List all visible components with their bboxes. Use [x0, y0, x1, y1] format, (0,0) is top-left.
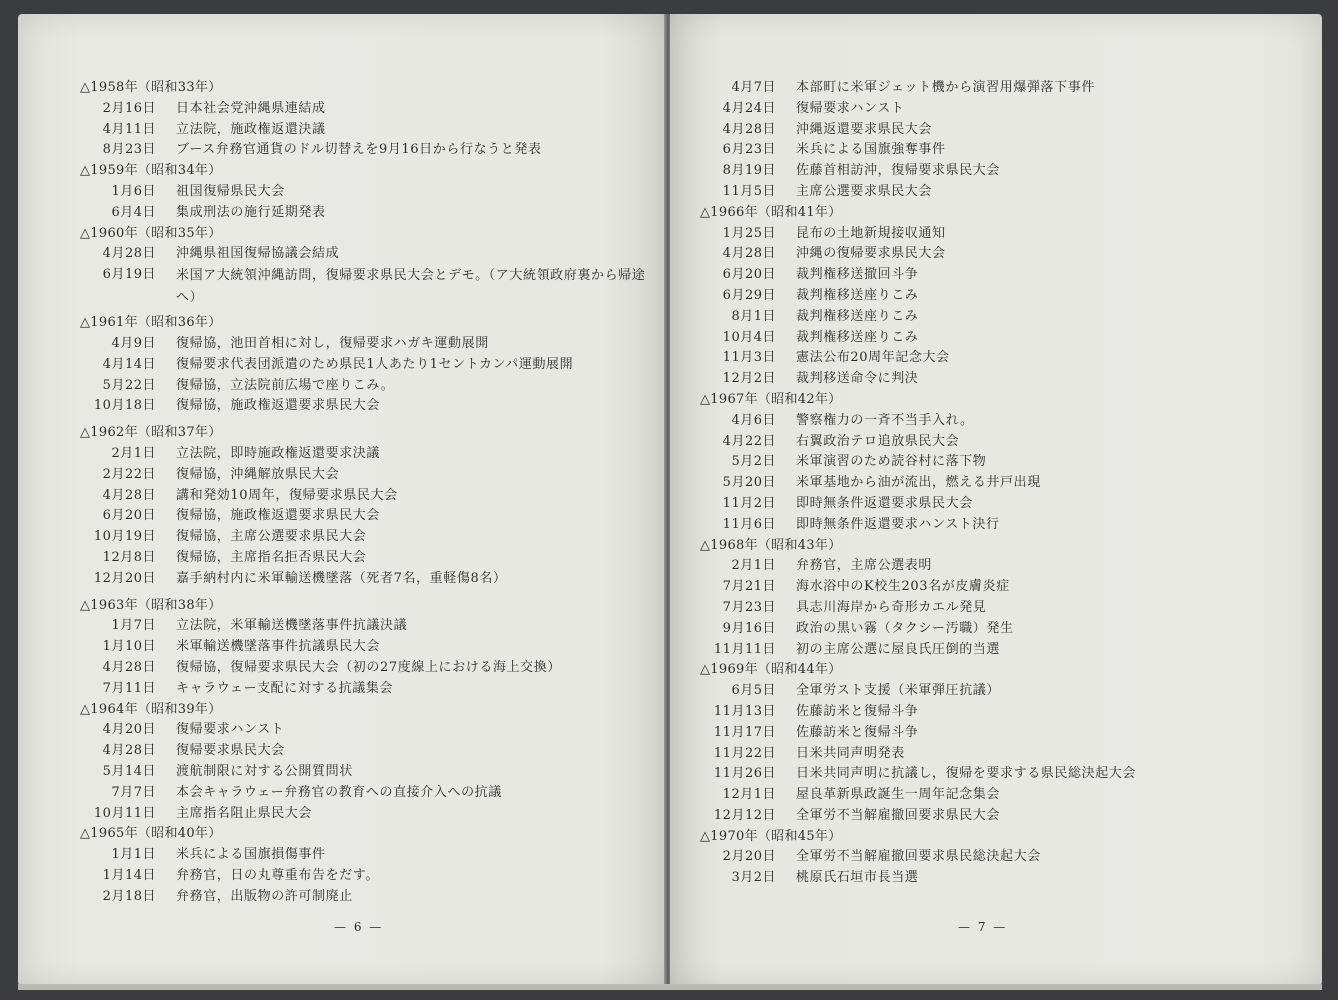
event-date: 11月17日	[713, 724, 776, 740]
event-text: 海水浴中のK校生203名が皮膚炎症	[796, 579, 1010, 595]
event-text: 渡航制限に対する公開質問状	[176, 763, 353, 779]
event-date: 6月23日	[722, 142, 776, 158]
event-text: 佐藤訪米と復帰斗争	[796, 703, 919, 719]
event-text: 米兵による国旗損傷事件	[176, 847, 326, 863]
event-text: 復帰要求代表団派遣のため県民1人あたり1セントカンパ運動展開	[176, 356, 574, 372]
event-row	[80, 465, 646, 486]
page-number: — 6 —	[334, 920, 384, 934]
event-row	[80, 616, 646, 637]
event-text: 具志川海岸から奇形カエル発見	[796, 599, 987, 615]
event-text: ブース弁務官通貨のドル切替えを9月16日から行なうと発表	[176, 142, 542, 158]
event-date: 1月7日	[111, 618, 156, 634]
event-row	[80, 203, 646, 224]
event-date: 7月23日	[722, 599, 776, 615]
event-row	[700, 702, 1136, 723]
event-text: 佐藤訪米と復帰斗争	[796, 724, 919, 740]
event-text: 復帰協，復帰要求県民大会（初の27度線上における海上交換）	[176, 659, 561, 675]
event-text: 裁判移送命令に判決	[796, 371, 919, 387]
event-text: 初の主席公選に屋良氏圧倒的当選	[796, 641, 1001, 657]
event-row	[80, 140, 646, 161]
event-date: 6月5日	[731, 683, 776, 699]
event-date: 7月11日	[102, 680, 156, 696]
event-row	[80, 569, 646, 590]
left-page-content	[80, 78, 646, 907]
event-text: 主席指名阻止県民大会	[176, 805, 313, 821]
event-row	[80, 265, 646, 313]
event-row	[700, 847, 1136, 868]
event-date: 2月16日	[102, 100, 156, 116]
event-text: 全軍労スト支援（米軍弾圧抗議）	[796, 683, 1001, 699]
event-text: 立法院，即時施政権返還要求決議	[176, 445, 381, 461]
event-date: 2月20日	[722, 849, 776, 865]
event-row	[80, 720, 646, 741]
year-heading: △1968年（昭和43年）	[700, 537, 842, 553]
event-row	[80, 120, 646, 141]
event-text: 復帰協，主席公選要求県民大会	[176, 529, 367, 545]
event-date: 11月2日	[722, 495, 776, 511]
event-row	[700, 598, 1136, 619]
event-row	[80, 845, 646, 866]
event-date: 1月14日	[102, 867, 156, 883]
event-row	[700, 265, 1136, 286]
event-text: 全軍労不当解雇撤回要求県民総決起大会	[796, 849, 1041, 865]
year-heading: △1964年（昭和39年）	[80, 701, 222, 717]
event-text: 裁判権移送座りこみ	[796, 308, 919, 324]
event-text: キャラウェー支配に対する抗議集会	[176, 680, 394, 696]
event-date: 12月20日	[93, 570, 156, 586]
event-text: 復帰協，施政権返還要求県民大会	[176, 508, 381, 524]
event-date: 7月7日	[111, 784, 156, 800]
event-date: 2月18日	[102, 888, 156, 904]
event-text: 復帰協，施政権返還要求県民大会	[176, 398, 381, 414]
event-row	[700, 452, 1136, 473]
event-text: 日米共同声明に抗議し，復帰を要求する県民総決起大会	[796, 766, 1137, 782]
event-row	[80, 182, 646, 203]
event-date: 1月25日	[722, 225, 776, 241]
event-date: 2月1日	[731, 558, 776, 574]
event-text: 日米共同声明発表	[796, 745, 905, 761]
event-text: 全軍労不当解雇撤回要求県民大会	[796, 807, 1001, 823]
left-page	[18, 14, 666, 986]
event-row	[700, 806, 1136, 827]
year-heading: △1969年（昭和44年）	[700, 662, 842, 678]
event-row	[700, 328, 1136, 349]
event-row	[700, 723, 1136, 744]
event-text: 昆布の土地新規接収通知	[796, 225, 946, 241]
event-row	[80, 887, 646, 908]
event-date: 6月20日	[722, 267, 776, 283]
event-row	[80, 527, 646, 548]
event-text: 立法院，施政権返還決議	[176, 121, 326, 137]
event-date: 5月20日	[722, 475, 776, 491]
event-text: 主席公選要求県民大会	[796, 183, 933, 199]
event-date: 12月12日	[713, 807, 776, 823]
event-text: 米軍基地から油が流出，燃える井戸出現	[796, 475, 1041, 491]
event-row	[80, 741, 646, 762]
event-row	[700, 473, 1136, 494]
event-date: 5月14日	[102, 763, 156, 779]
event-row	[700, 348, 1136, 369]
year-heading: △1958年（昭和33年）	[80, 80, 222, 95]
event-text: 即時無条件返還要求ハンスト決行	[796, 516, 1000, 532]
year-heading: △1959年（昭和34年）	[80, 163, 222, 179]
event-row	[700, 681, 1136, 702]
event-date: 4月28日	[722, 246, 776, 262]
event-date: 11月22日	[713, 745, 776, 761]
event-date: 8月19日	[722, 163, 776, 179]
event-date: 5月22日	[102, 377, 156, 393]
event-row	[700, 120, 1136, 141]
event-date: 1月1日	[111, 847, 156, 863]
event-row	[700, 307, 1136, 328]
event-row	[700, 369, 1136, 390]
event-row	[80, 548, 646, 569]
event-text: 講和発効10周年，復帰要求県民大会	[176, 487, 398, 503]
year-heading: △1965年（昭和40年）	[80, 826, 222, 842]
page-number: — 7 —	[958, 920, 1008, 934]
right-page-content	[700, 78, 1136, 889]
event-text: 復帰要求ハンスト	[796, 100, 905, 116]
event-text: 日本社会党沖縄県連結成	[176, 100, 326, 116]
event-date: 10月11日	[93, 805, 156, 821]
year-heading: △1962年（昭和37年）	[80, 425, 222, 441]
event-row	[80, 658, 646, 679]
event-row	[80, 444, 646, 465]
year-heading: △1960年（昭和35年）	[80, 225, 222, 241]
event-date: 10月19日	[93, 529, 156, 545]
event-text: 佐藤首相訪沖，復帰要求県民大会	[796, 163, 1001, 179]
event-date: 12月2日	[722, 371, 776, 387]
event-row	[700, 619, 1136, 640]
event-text: 沖縄の復帰要求県民大会	[796, 246, 946, 262]
event-text: 嘉手納村内に米軍輸送機墜落（死者7名，重軽傷8名）	[176, 570, 507, 586]
event-row	[80, 804, 646, 825]
event-date: 12月1日	[722, 787, 776, 803]
event-date: 3月2日	[731, 870, 776, 886]
event-date: 4月28日	[102, 659, 156, 675]
right-page	[670, 14, 1322, 986]
event-row	[80, 506, 646, 527]
event-date: 4月11日	[102, 121, 156, 137]
event-date: 7月21日	[722, 579, 776, 595]
event-row	[700, 577, 1136, 598]
event-row	[700, 556, 1136, 577]
event-row	[80, 679, 646, 700]
event-text: 右翼政治テロ追放県民大会	[796, 433, 960, 449]
event-date: 4月6日	[731, 412, 776, 428]
event-row	[700, 744, 1136, 765]
event-date: 4月28日	[102, 743, 156, 759]
event-row	[700, 78, 1136, 99]
event-row	[80, 783, 646, 804]
event-text: 米兵による国旗強奪事件	[796, 142, 946, 158]
event-text: 祖国復帰県民大会	[176, 183, 285, 199]
event-row	[700, 640, 1136, 661]
event-date: 4月7日	[731, 80, 776, 95]
year-heading: △1966年（昭和41年）	[700, 204, 842, 220]
year-heading: △1963年（昭和38年）	[80, 597, 222, 613]
event-row	[700, 182, 1136, 203]
event-row	[80, 396, 646, 417]
event-row	[700, 161, 1136, 182]
event-text: 復帰要求県民大会	[176, 743, 285, 759]
event-text: 政治の黒い霧（タクシー汚職）発生	[796, 620, 1014, 636]
event-date: 6月19日	[102, 267, 156, 283]
event-date: 8月23日	[102, 142, 156, 158]
event-row	[80, 486, 646, 507]
event-date: 5月2日	[731, 454, 776, 470]
event-date: 6月20日	[102, 508, 156, 524]
event-text: 米軍演習のため読谷村に落下物	[796, 454, 987, 470]
event-row	[700, 785, 1136, 806]
year-heading: △1961年（昭和36年）	[80, 315, 222, 331]
event-date: 6月29日	[722, 287, 776, 303]
event-text: 沖縄返還要求県民大会	[796, 121, 933, 137]
event-date: 4月22日	[722, 433, 776, 449]
event-date: 4月9日	[111, 335, 156, 351]
event-date: 8月1日	[731, 308, 776, 324]
event-text: 米軍輸送機墜落事件抗議県民大会	[176, 639, 381, 655]
year-heading: △1970年（昭和45年）	[700, 828, 842, 844]
event-date: 4月28日	[102, 487, 156, 503]
event-row	[700, 515, 1136, 536]
event-date: 9月16日	[722, 620, 776, 636]
event-text: 復帰協，主席指名拒否県民大会	[176, 549, 367, 565]
event-text: 復帰協，沖縄解放県民大会	[176, 466, 340, 482]
event-text: 裁判権移送座りこみ	[796, 287, 919, 303]
event-row	[700, 99, 1136, 120]
event-date: 10月4日	[722, 329, 776, 345]
event-row	[700, 140, 1136, 161]
event-text: 憲法公布20周年記念大会	[796, 350, 950, 366]
event-text: 即時無条件返還要求県民大会	[796, 495, 973, 511]
year-heading: △1967年（昭和42年）	[700, 391, 842, 407]
event-row	[80, 637, 646, 658]
event-row	[80, 376, 646, 397]
event-text: 弁務官，日の丸尊重布告をだす。	[176, 867, 379, 883]
event-date: 4月28日	[722, 121, 776, 137]
event-row	[700, 244, 1136, 265]
event-row	[700, 868, 1136, 889]
event-text: 復帰協，立法院前広場で座りこみ。	[176, 377, 395, 393]
event-row	[700, 432, 1136, 453]
event-date: 2月1日	[111, 445, 156, 461]
event-date: 11月5日	[722, 183, 776, 199]
event-row	[80, 334, 646, 355]
event-text: 屋良革新県政誕生一周年記念集会	[796, 787, 1001, 803]
event-text: 集成刑法の施行延期発表	[176, 204, 326, 220]
event-text: 弁務官，出版物の許可制廃止	[176, 888, 353, 904]
event-date: 11月6日	[722, 516, 776, 532]
event-text: 本会キャラウェー弁務官の教育への直接介入への抗議	[176, 784, 502, 800]
event-date: 11月26日	[713, 766, 776, 782]
event-date: 1月6日	[111, 183, 156, 199]
event-date: 4月20日	[102, 722, 156, 738]
event-date: 4月28日	[102, 246, 156, 262]
event-text: 裁判権移送座りこみ	[796, 329, 919, 345]
event-row	[700, 764, 1136, 785]
event-text: 復帰要求ハンスト	[176, 722, 285, 738]
event-date: 6月4日	[111, 204, 156, 220]
event-text: 立法院，米軍輸送機墜落事件抗議決議	[176, 618, 408, 634]
event-text: 裁判権移送撤回斗争	[796, 267, 919, 283]
event-date: 11月13日	[713, 703, 776, 719]
event-date: 4月14日	[102, 356, 156, 372]
event-row	[80, 762, 646, 783]
event-date: 4月24日	[722, 100, 776, 116]
event-row	[80, 99, 646, 120]
event-row	[700, 494, 1136, 515]
event-text: 桃原氏石垣市長当選	[796, 870, 919, 886]
event-text: 米国ア大統領沖縄訪問，復帰要求県民大会とデモ。（ア大統領政府裏から帰途へ）	[176, 268, 646, 306]
event-text: 沖縄県祖国復帰協議会結成	[176, 246, 340, 262]
event-text: 本部町に米軍ジェット機から演習用爆弾落下事件	[796, 80, 1095, 95]
event-date: 12月8日	[102, 549, 156, 565]
event-text: 弁務官，主席公選表明	[796, 558, 933, 574]
event-date: 11月11日	[713, 641, 776, 657]
event-text: 復帰協，池田首相に対し，復帰要求ハガキ運動展開	[176, 335, 489, 351]
event-row	[700, 286, 1136, 307]
event-row	[700, 224, 1136, 245]
event-row	[80, 355, 646, 376]
page-edge	[18, 984, 1322, 990]
event-row	[700, 411, 1136, 432]
event-date: 2月22日	[102, 466, 156, 482]
event-date: 11月3日	[722, 350, 776, 366]
event-text: 警察権力の一斉不当手入れ。	[796, 412, 974, 428]
event-row	[80, 244, 646, 265]
event-date: 1月10日	[102, 639, 156, 655]
event-row	[80, 866, 646, 887]
event-date: 10月18日	[93, 398, 156, 414]
